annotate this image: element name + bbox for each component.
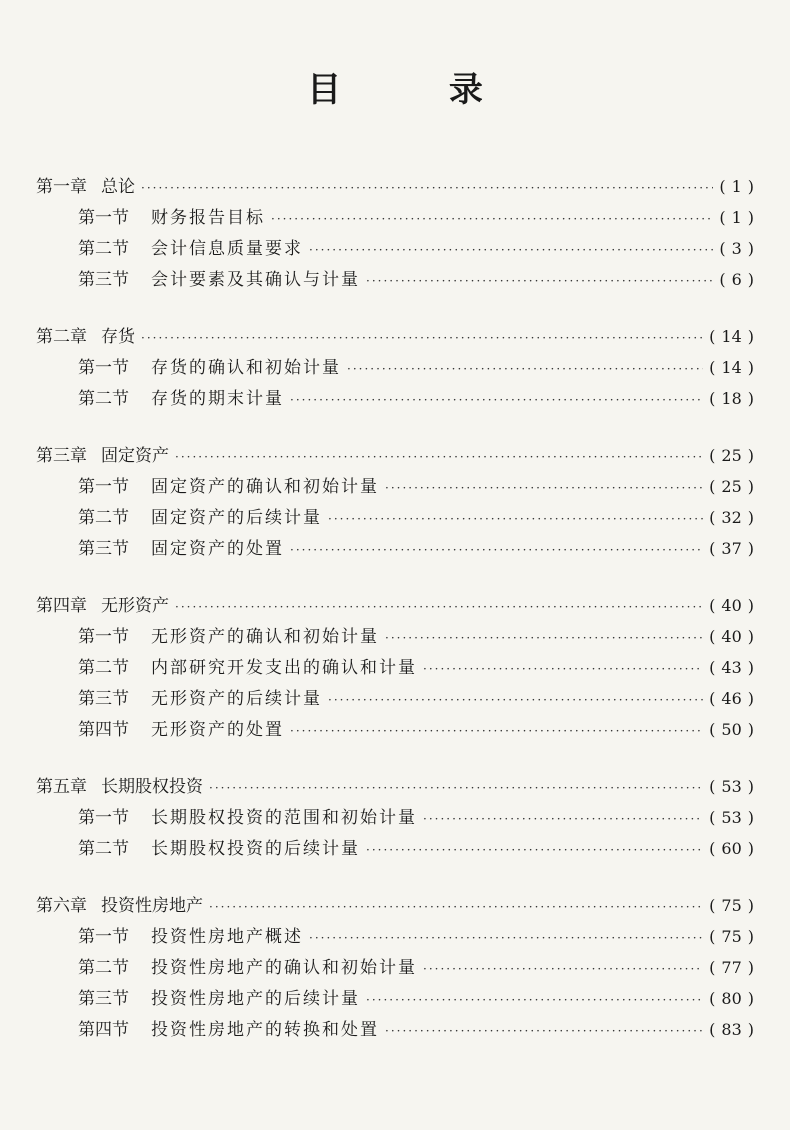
- section-name: 会计要素及其确认与计量: [151, 270, 360, 290]
- leader-dots: [366, 843, 703, 857]
- section-label: [36, 534, 284, 559]
- chapter-label: [36, 441, 169, 466]
- section-label: [36, 922, 303, 947]
- section-entry[interactable]: [36, 684, 754, 715]
- section-label: [36, 684, 322, 709]
- section-entry[interactable]: [36, 922, 754, 953]
- page-number: ( 53 ): [709, 777, 754, 796]
- page-number: ( 46 ): [709, 689, 754, 708]
- section-entry[interactable]: [36, 622, 754, 653]
- section-entry[interactable]: [36, 653, 754, 684]
- chapter-number: 第五章: [36, 777, 87, 797]
- leader-dots: [209, 781, 703, 795]
- section-name: 投资性房地产概述: [151, 927, 303, 947]
- chapter-block: [36, 772, 754, 865]
- section-name: 无形资产的后续计量: [151, 689, 322, 709]
- chapter-label: [36, 772, 203, 797]
- section-number: 第一节: [78, 808, 129, 828]
- leader-dots: [385, 1024, 703, 1038]
- page-number: ( 53 ): [709, 808, 754, 827]
- leader-dots: [309, 931, 703, 945]
- leader-dots: [385, 481, 703, 495]
- section-name: 无形资产的处置: [151, 720, 284, 740]
- leader-dots: [290, 393, 703, 407]
- leader-dots: [141, 181, 713, 195]
- section-number: 第三节: [78, 539, 129, 559]
- section-number: 第一节: [78, 208, 129, 228]
- section-label: [36, 984, 360, 1009]
- leader-dots: [366, 993, 703, 1007]
- section-name: 长期股权投资的后续计量: [151, 839, 360, 859]
- section-number: 第二节: [78, 658, 129, 678]
- section-number: 第二节: [78, 958, 129, 978]
- page-number: ( 50 ): [709, 720, 754, 739]
- page-number: ( 6 ): [719, 270, 754, 289]
- section-entry[interactable]: [36, 353, 754, 384]
- chapter-name: 无形资产: [101, 596, 169, 616]
- section-label: [36, 715, 284, 740]
- page-number: ( 3 ): [719, 239, 754, 258]
- chapter-entry[interactable]: [36, 322, 754, 353]
- section-label: [36, 234, 303, 259]
- section-name: 投资性房地产的确认和初始计量: [151, 958, 417, 978]
- leader-dots: [141, 331, 703, 345]
- chapter-entry[interactable]: [36, 772, 754, 803]
- section-name: 会计信息质量要求: [151, 239, 303, 259]
- page-number: ( 14 ): [709, 327, 754, 346]
- page-number: ( 1 ): [719, 208, 754, 227]
- page-number: ( 18 ): [709, 389, 754, 408]
- section-number: 第一节: [78, 477, 129, 497]
- section-entry[interactable]: [36, 265, 754, 296]
- leader-dots: [175, 450, 703, 464]
- section-number: 第二节: [78, 389, 129, 409]
- chapter-block: [36, 591, 754, 746]
- chapter-label: [36, 172, 135, 197]
- section-entry[interactable]: [36, 203, 754, 234]
- leader-dots: [328, 693, 703, 707]
- section-number: 第二节: [78, 508, 129, 528]
- leader-dots: [175, 600, 703, 614]
- section-number: 第一节: [78, 358, 129, 378]
- section-entry[interactable]: [36, 984, 754, 1015]
- page-number: ( 43 ): [709, 658, 754, 677]
- section-number: 第四节: [78, 1020, 129, 1040]
- section-name: 投资性房地产的后续计量: [151, 989, 360, 1009]
- chapter-label: [36, 591, 169, 616]
- section-entry[interactable]: [36, 534, 754, 565]
- page-number: ( 25 ): [709, 477, 754, 496]
- page-number: ( 32 ): [709, 508, 754, 527]
- chapter-name: 固定资产: [101, 446, 169, 466]
- section-number: 第三节: [78, 270, 129, 290]
- leader-dots: [328, 512, 703, 526]
- section-name: 内部研究开发支出的确认和计量: [151, 658, 417, 678]
- section-label: [36, 265, 360, 290]
- section-name: 财务报告目标: [151, 208, 265, 228]
- chapter-number: 第六章: [36, 896, 87, 916]
- page-number: ( 40 ): [709, 596, 754, 615]
- section-label: [36, 384, 284, 409]
- page-number: ( 25 ): [709, 446, 754, 465]
- leader-dots: [209, 900, 703, 914]
- leader-dots: [423, 812, 703, 826]
- section-label: [36, 203, 265, 228]
- table-of-contents: [36, 172, 754, 1046]
- section-label: [36, 1015, 379, 1040]
- leader-dots: [309, 243, 713, 257]
- page-number: ( 83 ): [709, 1020, 754, 1039]
- section-name: 存货的确认和初始计量: [151, 358, 341, 378]
- page-number: ( 37 ): [709, 539, 754, 558]
- page-number: ( 60 ): [709, 839, 754, 858]
- chapter-label: [36, 322, 135, 347]
- section-name: 固定资产的后续计量: [151, 508, 322, 528]
- section-entry[interactable]: [36, 472, 754, 503]
- section-name: 无形资产的确认和初始计量: [151, 627, 379, 647]
- section-label: [36, 953, 417, 978]
- chapter-number: 第三章: [36, 446, 87, 466]
- section-entry[interactable]: [36, 715, 754, 746]
- section-label: [36, 803, 417, 828]
- section-number: 第二节: [78, 239, 129, 259]
- chapter-block: [36, 441, 754, 565]
- leader-dots: [271, 212, 713, 226]
- section-label: [36, 503, 322, 528]
- chapter-number: 第四章: [36, 596, 87, 616]
- section-entry[interactable]: [36, 953, 754, 984]
- chapter-block: [36, 891, 754, 1046]
- chapter-name: 存货: [101, 327, 135, 347]
- section-label: [36, 622, 379, 647]
- section-name: 存货的期末计量: [151, 389, 284, 409]
- chapter-entry[interactable]: [36, 172, 754, 203]
- leader-dots: [290, 543, 703, 557]
- section-number: 第一节: [78, 627, 129, 647]
- section-entry[interactable]: [36, 834, 754, 865]
- leader-dots: [385, 631, 703, 645]
- section-entry[interactable]: [36, 503, 754, 534]
- section-number: 第二节: [78, 839, 129, 859]
- section-label: [36, 653, 417, 678]
- leader-dots: [423, 962, 703, 976]
- section-name: 长期股权投资的范围和初始计量: [151, 808, 417, 828]
- section-name: 固定资产的确认和初始计量: [151, 477, 379, 497]
- section-entry[interactable]: [36, 1015, 754, 1046]
- leader-dots: [290, 724, 703, 738]
- section-entry[interactable]: [36, 234, 754, 265]
- page-number: ( 75 ): [709, 927, 754, 946]
- section-number: 第四节: [78, 720, 129, 740]
- chapter-block: [36, 322, 754, 415]
- section-number: 第三节: [78, 989, 129, 1009]
- chapter-entry[interactable]: [36, 441, 754, 472]
- chapter-number: 第二章: [36, 327, 87, 347]
- chapter-number: 第一章: [36, 177, 87, 197]
- section-entry[interactable]: [36, 803, 754, 834]
- chapter-label: [36, 891, 203, 916]
- chapter-block: [36, 172, 754, 296]
- page-title: 目 录: [307, 70, 531, 110]
- section-label: [36, 353, 341, 378]
- section-name: 投资性房地产的转换和处置: [151, 1020, 379, 1040]
- page-number: ( 77 ): [709, 958, 754, 977]
- page-number: ( 1 ): [719, 177, 754, 196]
- chapter-entry[interactable]: [36, 591, 754, 622]
- section-entry[interactable]: [36, 384, 754, 415]
- chapter-name: 总论: [101, 177, 135, 197]
- section-label: [36, 834, 360, 859]
- page-number: ( 40 ): [709, 627, 754, 646]
- chapter-entry[interactable]: [36, 891, 754, 922]
- leader-dots: [347, 362, 703, 376]
- section-name: 固定资产的处置: [151, 539, 284, 559]
- section-label: [36, 472, 379, 497]
- leader-dots: [423, 662, 703, 676]
- leader-dots: [366, 274, 713, 288]
- chapter-name: 长期股权投资: [101, 777, 203, 797]
- page-number: ( 75 ): [709, 896, 754, 915]
- section-number: 第一节: [78, 927, 129, 947]
- page-number: ( 80 ): [709, 989, 754, 1008]
- section-number: 第三节: [78, 689, 129, 709]
- chapter-name: 投资性房地产: [101, 896, 203, 916]
- page-number: ( 14 ): [709, 358, 754, 377]
